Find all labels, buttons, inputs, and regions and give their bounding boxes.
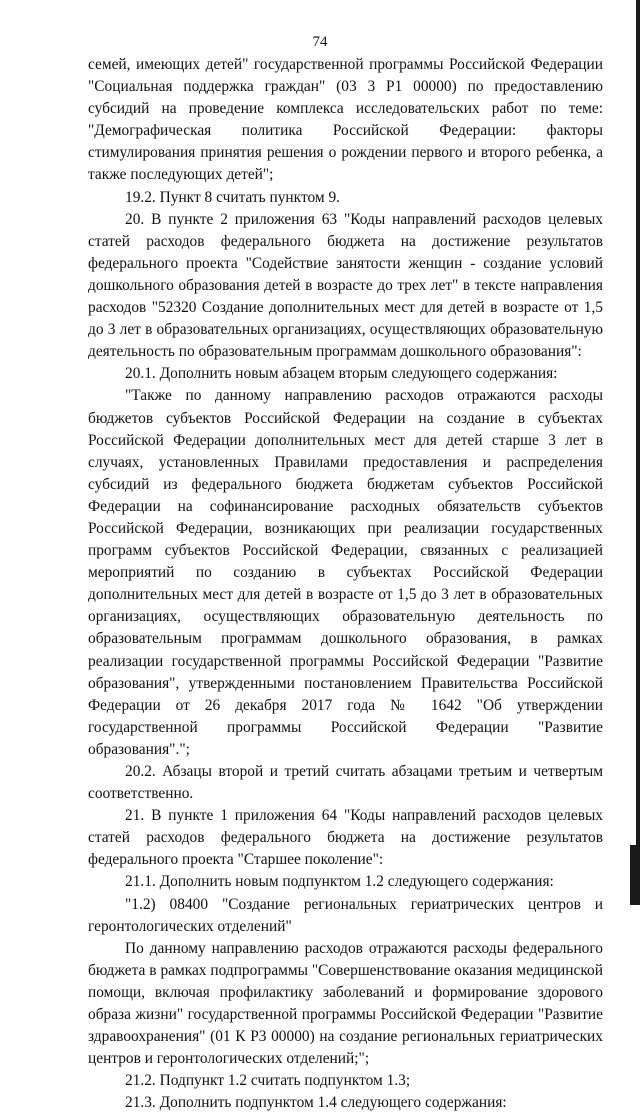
scan-edge-shadow (636, 0, 640, 905)
document-body (88, 54, 603, 1115)
paragraph-20: 20. В пункте 2 приложения 63 "Коды направлений расходов целевых статей расходов федерального бюджета на достижение результатов федерального проекта "Содействие занятости женщин - создание условий дошкольного образования детей в возрасте до трех лет" в тексте направления расходов "52320 Создание дополнительных мест для детей в возрасте от 1,5 до 3 лет в образовательных организациях, осуществляющих образовательную деятельность по образовательным программам дошкольного образования": (88, 210, 603, 361)
page-number: 74 (312, 34, 328, 50)
scan-corner-shadow (630, 845, 640, 905)
paragraph-subitem-1-2: "1.2) 08400 "Создание региональных гериатрических центров и геронтологических отделений" (88, 895, 603, 935)
paragraph-20-2: 20.2. Абзацы второй и третий считать абзацами третьим и четвертым соответственно. (88, 763, 603, 803)
paragraph-21-2: 21.2. Подпункт 1.2 считать подпунктом 1.3; (125, 1072, 411, 1090)
paragraph-21-1: 21.1. Дополнить новым подпунктом 1.2 следующего содержания: (125, 873, 554, 891)
paragraph-continuation: семей, имеющих детей" государственной программы Российской Федерации "Социальная поддержка граждан" (03 3 P1 00000) по предоставлению субсидий на проведение комплекса исследовательских работ по теме: "Демографическая политика Российской Федерации: факторы стимулирования принятия решения о рождении первого и второго ребенка, а также последующих детей"; (88, 56, 603, 184)
paragraph-19-2: 19.2. Пункт 8 считать пунктом 9. (125, 188, 341, 206)
paragraph-21: 21. В пункте 1 приложения 64 "Коды направлений расходов целевых статей расходов федерального бюджета на достижение результатов федерального проекта "Старшее поколение": (88, 807, 603, 869)
paragraph-expenses-description: По данному направлению расходов отражаются расходы федерального бюджета в рамках подпрограммы "Совершенствование оказания медицинской помощи, включая профилактику заболеваний и формирование здорового образа жизни" государственной программы Российской Федерации "Развитие здравоохранения" (01 К Р3 00000) на создание региональных гериатрических центров и геронтологических отделений;"; (88, 939, 603, 1068)
paragraph-21-3: 21.3. Дополнить подпунктом 1.4 следующего содержания: (125, 1094, 507, 1112)
paragraph-quoted-insert: "Также по данному направлению расходов отражаются расходы бюджетов субъектов Российской Федерации на создание в субъектах Российской Федерации дополнительных мест для детей старше 3 лет в случаях, установленных Правилами предоставления и распределения субсидий из федерального бюджета бюджетам субъектов Российской Федерации на софинансирование расходных обязательств субъектов Российской Федерации, возникающих при реализации государственных программ субъектов Российской Федерации, связанных с реализацией мероприятий по созданию в субъектах Российской Федерации дополнительных мест для детей в возрасте от 1,5 до 3 лет в образовательных организациях, осуществляющих образовательную деятельность по образовательным программам дошкольного образования, в рамках реализации государственной программы Российской Федерации "Развитие образования", утвержденными постановлением Правительства Российской Федерации от 26 декабря 2017 года № 1642 "Об утверждении государственной программы Российской Федерации "Развитие образования"."; (88, 387, 603, 758)
paragraph-20-1: 20.1. Дополнить новым абзацем вторым следующего содержания: (125, 365, 558, 383)
